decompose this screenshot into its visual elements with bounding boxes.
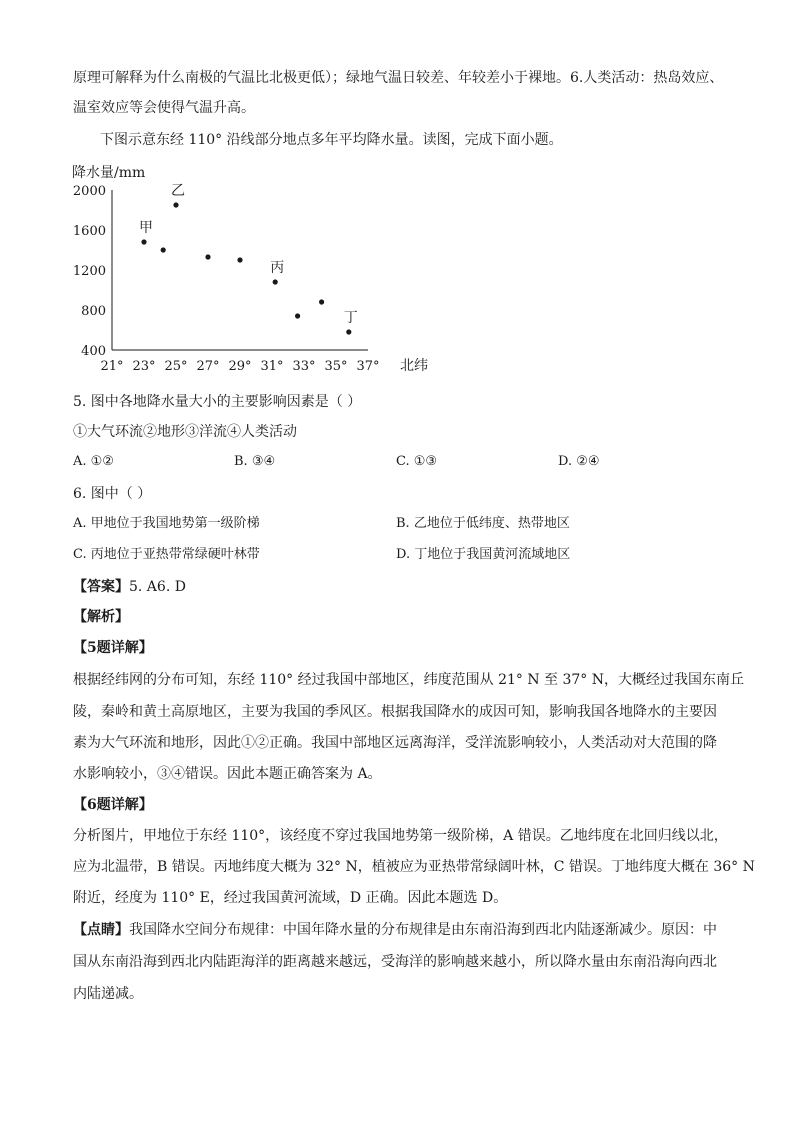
q6-option-b[interactable]: B. 乙地位于低纬度、热带地区 <box>396 516 570 531</box>
tip-line-1 <box>73 920 717 940</box>
q5-option-b[interactable]: B. ③④ <box>234 454 276 469</box>
data-point <box>161 247 166 252</box>
data-point <box>237 257 242 262</box>
x-axis-label: 北纬 <box>400 358 428 374</box>
detail5-tag: 【5题详解】 <box>73 640 153 656</box>
data-point <box>173 202 178 207</box>
question-prompt: 下图示意东经 110° 沿线部分地点多年平均降水量。读图，完成下面小题。 <box>100 132 563 148</box>
point-label: 乙 <box>171 183 185 199</box>
detail5-line-3: 素为大气环流和地形，因此①②正确。我国中部地区远离海洋，受洋流影响较小，人类活动对大范围的降 <box>73 735 717 751</box>
q5-stem: 5. 图中各地降水量大小的主要影响因素是（ ） <box>73 394 362 410</box>
detail5-line-2: 陵，秦岭和黄土高原地区，主要为我国的季风区。根据我国降水的成因可知，影响我国各地降水的主要因 <box>73 704 717 720</box>
x-tick-label: 37° <box>356 359 380 374</box>
detail5-line-4: 水影响较小，③④错误。因此本题正确答案为 A。 <box>73 766 382 782</box>
data-point <box>295 313 300 318</box>
q5-option-d[interactable]: D. ②④ <box>558 454 600 469</box>
analysis-tag: 【解析】 <box>73 609 129 625</box>
tip-text-1: 我国降水空间分布规律：中国年降水量的分布规律是由东南沿海到西北内陆逐渐减少。原因：中 <box>129 922 717 938</box>
data-point <box>205 254 210 259</box>
detail5-line-1: 根据经纬网的分布可知，东经 110° 经过我国中部地区，纬度范围从 21° N 至 37° N，大概经过我国东南丘 <box>73 672 744 688</box>
answer-text: 5. A6. D <box>129 579 186 595</box>
q6-option-a[interactable]: A. 甲地位于我国地势第一级阶梯 <box>73 516 260 531</box>
detail6-tag: 【6题详解】 <box>73 797 153 813</box>
q5-option-a[interactable]: A. ①② <box>73 454 114 469</box>
intro-line-1: 原理可解释为什么南极的气温比北极更低）；绿地气温日较差、年较差小于裸地。6.人类活动：热岛效应、 <box>73 70 724 86</box>
y-tick-label: 2000 <box>72 184 106 199</box>
x-tick-label: 31° <box>260 359 284 374</box>
answer-line <box>73 577 186 597</box>
x-tick-labels <box>100 359 379 374</box>
tip-line-3: 内陆递减。 <box>73 986 143 1002</box>
y-tick-label: 1600 <box>72 224 106 239</box>
data-point <box>319 299 324 304</box>
data-point <box>273 279 278 284</box>
x-tick-label: 25° <box>164 359 188 374</box>
x-tick-label: 33° <box>292 359 316 374</box>
detail6-line-1: 分析图片，甲地位于东经 110°，该经度不穿过我国地势第一级阶梯，A 错误。乙地纬度在北回归线以北， <box>73 828 728 844</box>
q6-option-c[interactable]: C. 丙地位于亚热带常绿硬叶林带 <box>73 547 260 562</box>
tip-tag: 【点睛】 <box>73 922 129 938</box>
y-tick-label: 1200 <box>72 264 106 279</box>
point-label: 丁 <box>343 310 358 326</box>
q6-stem: 6. 图中（ ） <box>73 486 152 502</box>
q6-option-d[interactable]: D. 丁地位于我国黄河流域地区 <box>396 547 571 562</box>
data-points <box>139 183 358 335</box>
detail6-line-3: 附近，经度为 110° E，经过我国黄河流域，D 正确。因此本题选 D。 <box>73 890 508 906</box>
point-label: 甲 <box>139 220 153 236</box>
x-tick-label: 21° <box>100 359 124 374</box>
y-tick-label: 400 <box>81 344 106 359</box>
precipitation-scatter-chart <box>70 160 450 380</box>
tip-line-2: 国从东南沿海到西北内陆距海洋的距离越来越远，受海洋的影响越来越小，所以降水量由东南沿海向西北 <box>73 954 717 970</box>
point-label: 丙 <box>270 260 285 276</box>
y-tick-label: 800 <box>81 304 106 319</box>
detail6-line-2: 应为北温带，B 错误。丙地纬度大概为 32° N，植被应为亚热带常绿阔叶林，C 错误。丁地纬度大概在 36° N <box>73 859 755 875</box>
q5-option-c[interactable]: C. ①③ <box>396 454 438 469</box>
y-axis-label: 降水量/mm <box>72 165 146 181</box>
intro-line-2: 温室效应等会使得气温升高。 <box>73 100 255 116</box>
q5-factors: ①大气环流②地形③洋流④人类活动 <box>73 424 297 440</box>
answer-tag: 【答案】 <box>73 579 129 595</box>
x-tick-label: 27° <box>196 359 220 374</box>
data-point <box>346 329 351 334</box>
data-point <box>141 239 146 244</box>
y-tick-labels <box>73 184 106 359</box>
x-tick-label: 29° <box>228 359 252 374</box>
x-tick-label: 35° <box>324 359 348 374</box>
x-tick-label: 23° <box>132 359 156 374</box>
